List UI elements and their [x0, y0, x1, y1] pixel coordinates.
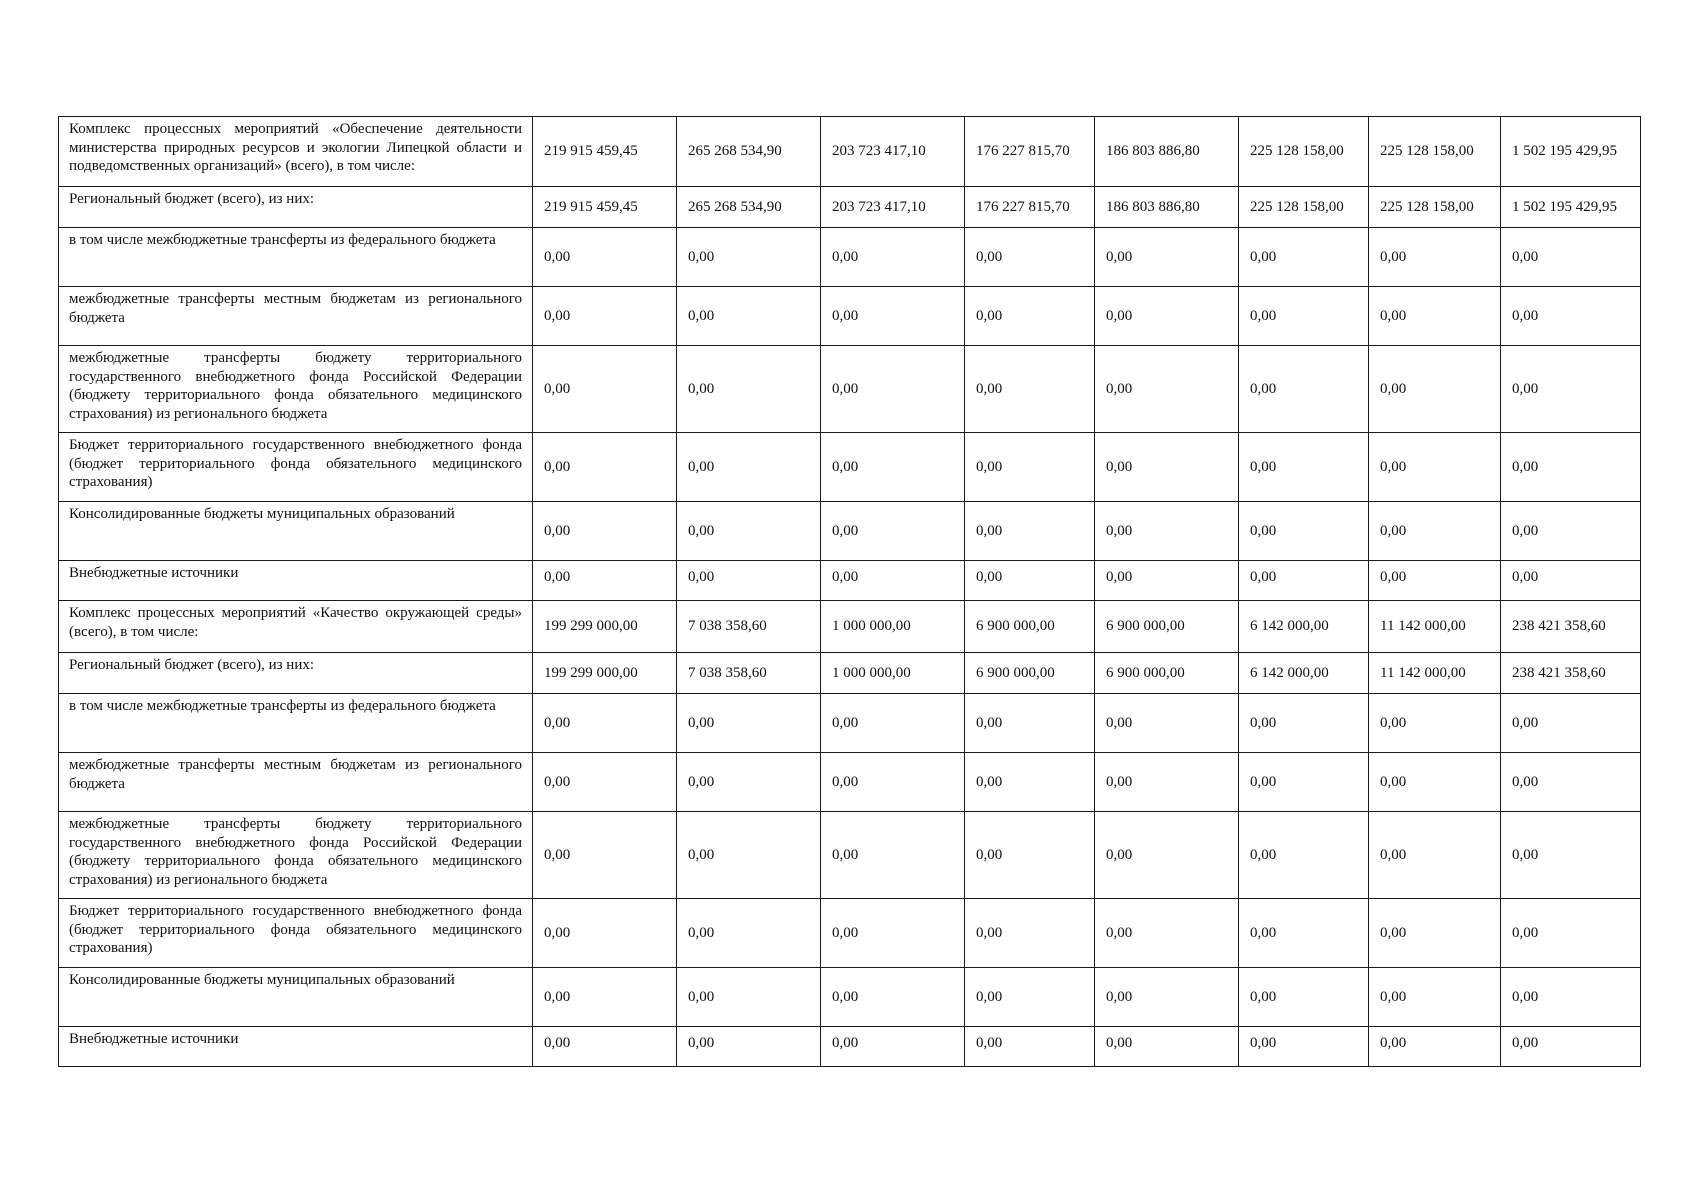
amount-cell: 219 915 459,45: [533, 187, 677, 228]
amount-cell: 0,00: [533, 899, 677, 968]
table-row: [59, 968, 1641, 1027]
amount-cell: 7 038 358,60: [677, 601, 821, 653]
row-label: Комплекс процессных мероприятий «Качество окружающей среды» (всего), в том числе:: [59, 601, 533, 653]
amount-cell: 0,00: [821, 287, 965, 346]
amount-cell: 203 723 417,10: [821, 117, 965, 187]
amount-cell: 0,00: [1239, 694, 1369, 753]
amount-cell: 0,00: [533, 346, 677, 433]
amount-cell: 0,00: [1239, 899, 1369, 968]
amount-cell: 0,00: [1501, 968, 1641, 1027]
amount-cell: 0,00: [677, 753, 821, 812]
row-label: Комплекс процессных мероприятий «Обеспечение деятельности министерства природных ресурсов и экологии Липецкой области и подведомственных организаций» (всего), в том числе:: [59, 117, 533, 187]
amount-cell: 0,00: [1239, 1027, 1369, 1067]
amount-cell: 1 502 195 429,95: [1501, 117, 1641, 187]
amount-cell: 0,00: [1239, 287, 1369, 346]
amount-cell: 225 128 158,00: [1239, 117, 1369, 187]
row-label: Региональный бюджет (всего), из них:: [59, 187, 533, 228]
table-row: [59, 187, 1641, 228]
amount-cell: 0,00: [677, 433, 821, 502]
amount-cell: 0,00: [1095, 812, 1239, 899]
amount-cell: 0,00: [1369, 433, 1501, 502]
amount-cell: 0,00: [1095, 346, 1239, 433]
amount-cell: 176 227 815,70: [965, 187, 1095, 228]
row-label: в том числе межбюджетные трансферты из федерального бюджета: [59, 228, 533, 287]
table-row: [59, 117, 1641, 187]
amount-cell: 0,00: [965, 899, 1095, 968]
amount-cell: 0,00: [1501, 502, 1641, 561]
amount-cell: 0,00: [677, 968, 821, 1027]
amount-cell: 6 900 000,00: [965, 601, 1095, 653]
row-label: межбюджетные трансферты местным бюджетам из регионального бюджета: [59, 753, 533, 812]
amount-cell: 0,00: [965, 346, 1095, 433]
amount-cell: 7 038 358,60: [677, 653, 821, 694]
amount-cell: 238 421 358,60: [1501, 601, 1641, 653]
table-row: [59, 287, 1641, 346]
table-row: [59, 228, 1641, 287]
amount-cell: 0,00: [533, 694, 677, 753]
amount-cell: 0,00: [1501, 561, 1641, 601]
amount-cell: 0,00: [677, 812, 821, 899]
amount-cell: 0,00: [1095, 287, 1239, 346]
amount-cell: 0,00: [1369, 1027, 1501, 1067]
amount-cell: 0,00: [1095, 433, 1239, 502]
amount-cell: 0,00: [1501, 346, 1641, 433]
amount-cell: 225 128 158,00: [1369, 117, 1501, 187]
amount-cell: 6 900 000,00: [965, 653, 1095, 694]
amount-cell: 0,00: [1501, 433, 1641, 502]
amount-cell: 0,00: [1369, 561, 1501, 601]
table-row: [59, 601, 1641, 653]
amount-cell: 203 723 417,10: [821, 187, 965, 228]
budget-table-body: [59, 117, 1641, 1067]
amount-cell: 0,00: [821, 561, 965, 601]
amount-cell: 0,00: [677, 287, 821, 346]
amount-cell: 0,00: [1239, 433, 1369, 502]
amount-cell: 0,00: [677, 561, 821, 601]
row-label: в том числе межбюджетные трансферты из федерального бюджета: [59, 694, 533, 753]
amount-cell: 0,00: [1501, 812, 1641, 899]
amount-cell: 225 128 158,00: [1239, 187, 1369, 228]
amount-cell: 0,00: [533, 433, 677, 502]
amount-cell: 0,00: [1095, 968, 1239, 1027]
amount-cell: 0,00: [533, 502, 677, 561]
amount-cell: 0,00: [533, 753, 677, 812]
amount-cell: 0,00: [533, 228, 677, 287]
amount-cell: 0,00: [1369, 812, 1501, 899]
amount-cell: 0,00: [1501, 694, 1641, 753]
amount-cell: 0,00: [533, 1027, 677, 1067]
amount-cell: 0,00: [1369, 346, 1501, 433]
amount-cell: 0,00: [821, 433, 965, 502]
amount-cell: 0,00: [1369, 968, 1501, 1027]
amount-cell: 0,00: [965, 694, 1095, 753]
amount-cell: 0,00: [1369, 753, 1501, 812]
amount-cell: 0,00: [821, 899, 965, 968]
amount-cell: 0,00: [1095, 228, 1239, 287]
amount-cell: 0,00: [533, 968, 677, 1027]
amount-cell: 0,00: [677, 228, 821, 287]
amount-cell: 0,00: [1095, 899, 1239, 968]
budget-table: [58, 116, 1641, 1067]
row-label: Региональный бюджет (всего), из них:: [59, 653, 533, 694]
table-row: [59, 899, 1641, 968]
amount-cell: 0,00: [1369, 502, 1501, 561]
amount-cell: 0,00: [1095, 561, 1239, 601]
amount-cell: 0,00: [677, 502, 821, 561]
row-label: межбюджетные трансферты бюджету территориального государственного внебюджетного фонда Российской Федерации (бюджету территориального фонда обязательного медицинского страхования) из регионального бюджета: [59, 812, 533, 899]
row-label: Консолидированные бюджеты муниципальных образований: [59, 968, 533, 1027]
row-label: Бюджет территориального государственного внебюджетного фонда (бюджет территориального фонда обязательного медицинского страхования): [59, 899, 533, 968]
amount-cell: 6 142 000,00: [1239, 601, 1369, 653]
table-row: [59, 346, 1641, 433]
amount-cell: 0,00: [1501, 228, 1641, 287]
amount-cell: 265 268 534,90: [677, 117, 821, 187]
amount-cell: 11 142 000,00: [1369, 653, 1501, 694]
amount-cell: 0,00: [821, 753, 965, 812]
amount-cell: 0,00: [1369, 287, 1501, 346]
table-row: [59, 1027, 1641, 1067]
amount-cell: 0,00: [965, 502, 1095, 561]
amount-cell: 0,00: [965, 753, 1095, 812]
amount-cell: 0,00: [1239, 561, 1369, 601]
amount-cell: 0,00: [1501, 899, 1641, 968]
amount-cell: 186 803 886,80: [1095, 187, 1239, 228]
amount-cell: 0,00: [533, 561, 677, 601]
amount-cell: 0,00: [1239, 346, 1369, 433]
amount-cell: 0,00: [677, 1027, 821, 1067]
amount-cell: 0,00: [1239, 753, 1369, 812]
amount-cell: 0,00: [965, 561, 1095, 601]
row-label: Внебюджетные источники: [59, 1027, 533, 1067]
row-label: межбюджетные трансферты бюджету территориального государственного внебюджетного фонда Российской Федерации (бюджету территориального фонда обязательного медицинского страхования) из регионального бюджета: [59, 346, 533, 433]
amount-cell: 186 803 886,80: [1095, 117, 1239, 187]
amount-cell: 0,00: [1501, 753, 1641, 812]
amount-cell: 0,00: [677, 346, 821, 433]
amount-cell: 238 421 358,60: [1501, 653, 1641, 694]
table-row: [59, 753, 1641, 812]
amount-cell: 0,00: [1239, 502, 1369, 561]
amount-cell: 0,00: [1369, 899, 1501, 968]
table-row: [59, 812, 1641, 899]
row-label: Бюджет территориального государственного внебюджетного фонда (бюджет территориального фонда обязательного медицинского страхования): [59, 433, 533, 502]
amount-cell: 0,00: [1501, 287, 1641, 346]
amount-cell: 11 142 000,00: [1369, 601, 1501, 653]
amount-cell: 199 299 000,00: [533, 601, 677, 653]
row-label: Внебюджетные источники: [59, 561, 533, 601]
amount-cell: 0,00: [1239, 812, 1369, 899]
amount-cell: 225 128 158,00: [1369, 187, 1501, 228]
table-row: [59, 653, 1641, 694]
amount-cell: 0,00: [533, 812, 677, 899]
amount-cell: 0,00: [1095, 502, 1239, 561]
amount-cell: 199 299 000,00: [533, 653, 677, 694]
amount-cell: 1 000 000,00: [821, 601, 965, 653]
amount-cell: 0,00: [821, 346, 965, 433]
table-row: [59, 694, 1641, 753]
amount-cell: 0,00: [821, 228, 965, 287]
amount-cell: 0,00: [1369, 228, 1501, 287]
amount-cell: 0,00: [1239, 968, 1369, 1027]
row-label: Консолидированные бюджеты муниципальных образований: [59, 502, 533, 561]
amount-cell: 0,00: [1095, 694, 1239, 753]
amount-cell: 0,00: [965, 968, 1095, 1027]
table-row: [59, 561, 1641, 601]
amount-cell: 0,00: [1501, 1027, 1641, 1067]
amount-cell: 1 502 195 429,95: [1501, 187, 1641, 228]
amount-cell: 0,00: [677, 694, 821, 753]
amount-cell: 6 900 000,00: [1095, 601, 1239, 653]
amount-cell: 0,00: [965, 228, 1095, 287]
amount-cell: 0,00: [965, 433, 1095, 502]
amount-cell: 0,00: [821, 694, 965, 753]
amount-cell: 176 227 815,70: [965, 117, 1095, 187]
amount-cell: 219 915 459,45: [533, 117, 677, 187]
amount-cell: 0,00: [677, 899, 821, 968]
amount-cell: 0,00: [821, 968, 965, 1027]
amount-cell: 0,00: [1095, 753, 1239, 812]
amount-cell: 0,00: [821, 1027, 965, 1067]
row-label: межбюджетные трансферты местным бюджетам из регионального бюджета: [59, 287, 533, 346]
amount-cell: 0,00: [533, 287, 677, 346]
amount-cell: 0,00: [1239, 228, 1369, 287]
amount-cell: 0,00: [821, 502, 965, 561]
amount-cell: 6 142 000,00: [1239, 653, 1369, 694]
amount-cell: 1 000 000,00: [821, 653, 965, 694]
amount-cell: 0,00: [1369, 694, 1501, 753]
amount-cell: 0,00: [965, 287, 1095, 346]
amount-cell: 6 900 000,00: [1095, 653, 1239, 694]
amount-cell: 0,00: [965, 812, 1095, 899]
amount-cell: 0,00: [1095, 1027, 1239, 1067]
table-row: [59, 433, 1641, 502]
amount-cell: 0,00: [821, 812, 965, 899]
table-row: [59, 502, 1641, 561]
amount-cell: 265 268 534,90: [677, 187, 821, 228]
amount-cell: 0,00: [965, 1027, 1095, 1067]
